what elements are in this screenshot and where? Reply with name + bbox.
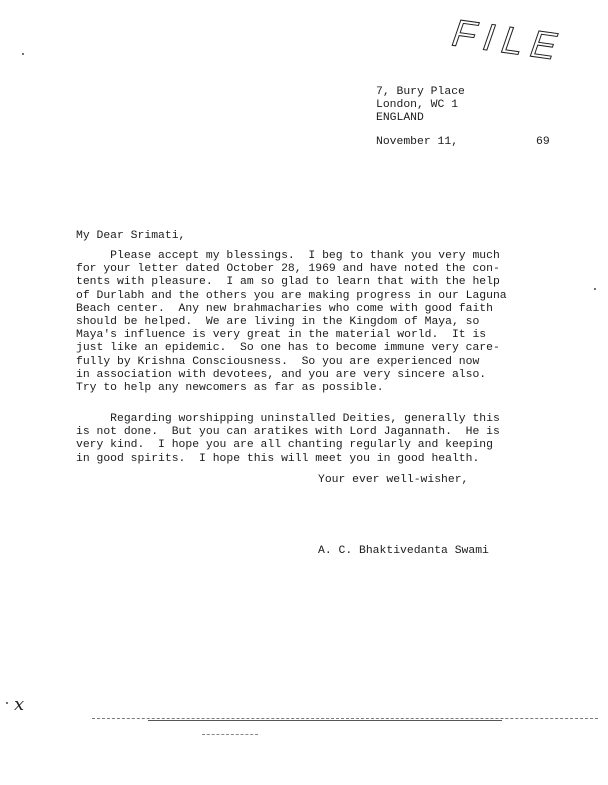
salutation: My Dear Srimati, [76, 230, 186, 242]
text-line: Regarding worshipping uninstalled Deities, generally this [76, 413, 500, 425]
bottom-dashed-rule [92, 718, 598, 719]
text-line: of Durlabh and the others you are making progress in our Laguna [76, 289, 507, 302]
text-line: fully by Krishna Consciousness. So you are experienced now [76, 355, 480, 368]
text-line: Please accept my blessings. I beg to thank you very much [76, 250, 500, 262]
sender-address [376, 86, 465, 126]
text-line: just like an epidemic. So one has to become immune very care- [76, 342, 500, 355]
text-line: is not done. But you can aratikes with Lord Jagannath. He is [76, 426, 500, 439]
text-line: Beach center. Any new brahmacharies who come with good faith [76, 302, 493, 315]
margin-mark: x [14, 694, 25, 715]
text-line: for your letter dated October 28, 1969 and have noted the con- [76, 263, 500, 276]
speck [22, 53, 24, 55]
signature: A. C. Bhaktivedanta Swami [318, 545, 489, 557]
text-line: Try to help any newcomers as far as possible. [76, 382, 384, 395]
text-line: Maya's influence is very great in the material world. It is [76, 329, 487, 342]
letter-date: November 11, [376, 136, 459, 148]
address-line: ENGLAND [376, 112, 424, 125]
file-stamp: FILE [449, 12, 567, 70]
text-line: in good spirits. I hope this will meet you in good health. [76, 452, 480, 465]
body-paragraph-1 [76, 250, 507, 395]
bottom-solid-rule [148, 720, 502, 721]
address-line: 7, Bury Place [376, 86, 465, 98]
letter-date-year: 69 [536, 136, 550, 148]
speck [594, 288, 596, 290]
text-line: very kind. I hope you are all chanting regularly and keeping [76, 439, 493, 452]
bottom-small-rule [202, 734, 258, 735]
closing: Your ever well-wisher, [318, 474, 469, 486]
speck [6, 702, 8, 704]
body-paragraph-2 [76, 413, 500, 466]
text-line: in association with devotees, and you are very sincere also. [76, 368, 487, 381]
text-line: should be helped. We are living in the Kingdom of Maya, so [76, 316, 480, 329]
text-line: tents with pleasure. I am so glad to learn that with the help [76, 276, 500, 289]
address-line: London, WC 1 [376, 99, 459, 112]
